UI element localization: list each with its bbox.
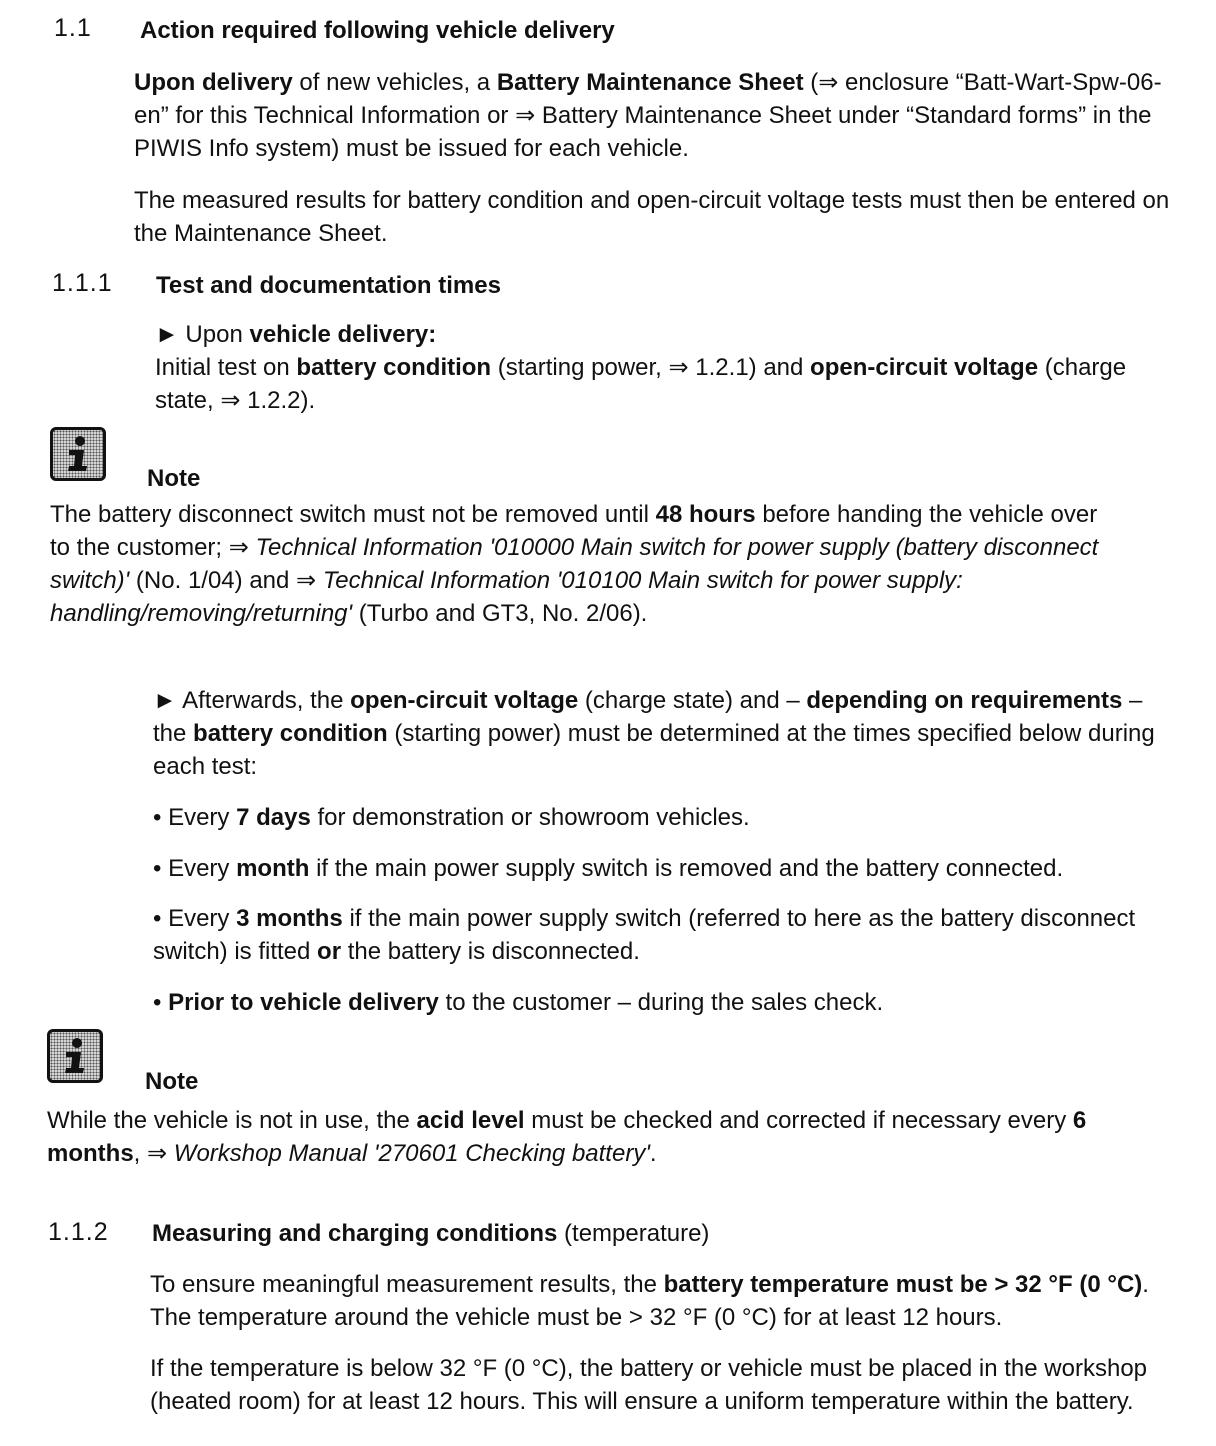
section-number: 1.1.2 xyxy=(48,1218,109,1246)
list-item: • Every month if the main power supply switch is removed and the battery connected. xyxy=(153,855,1064,882)
paragraph-measured-results: The measured results for battery condition and open-circuit voltage tests must then be entered on the Maintenance Sheet. xyxy=(134,187,1170,247)
note-label: Note xyxy=(145,1068,199,1095)
info-icon xyxy=(47,1029,103,1083)
paragraph-temperature: To ensure meaningful measurement results, the battery temperature must be > 32 °F (0 °C). The temperature around the vehicle must be > 32 °F (0 °C) for at least 12 hours. xyxy=(150,1271,1149,1331)
section-number: 1.1.1 xyxy=(52,269,113,297)
section-title: Action required following vehicle delivery xyxy=(140,17,615,44)
note-text: The battery disconnect switch must not be removed until 48 hours before handing the vehicle over to the customer; ⇒ Technical Information '010000 Main switch for power supply (battery disconnect switch)' (No. 1/04) and ⇒ Technical Information '010100 Main switch for power supply: handling/removing/returning' (Turbo and GT3, No. 2/06). xyxy=(50,501,1099,627)
list-item: • Prior to vehicle delivery to the customer – during the sales check. xyxy=(153,989,884,1016)
paragraph-delivery: Upon delivery of new vehicles, a Battery Maintenance Sheet (⇒ enclosure “Batt-Wart-Spw-06-en” for this Technical Information or ⇒ Battery Maintenance Sheet under “Standard forms” in the PIWIS Info system) must be issued for each vehicle. xyxy=(134,69,1162,162)
paragraph-heated-room: If the temperature is below 32 °F (0 °C), the battery or vehicle must be placed in the workshop (heated room) for at least 12 hours. This will ensure a uniform temperature within the battery. xyxy=(150,1355,1148,1415)
note-label: Note xyxy=(147,465,201,492)
info-icon xyxy=(50,427,106,481)
section-title: Test and documentation times xyxy=(156,272,501,299)
list-item: • Every 3 months if the main power supply switch (referred to here as the battery disconnect switch) is fitted or the battery is disconnected. xyxy=(153,905,1136,965)
paragraph-afterwards: ► Afterwards, the open-circuit voltage (charge state) and – depending on requirements – the battery condition (starting power) must be determined at the times specified below during each test: xyxy=(153,687,1155,780)
paragraph-vehicle-delivery: ► Upon vehicle delivery: Initial test on battery condition (starting power, ⇒ 1.2.1) and open-circuit voltage (charge state, ⇒ 1.2.2). xyxy=(155,321,1127,414)
section-title: Measuring and charging conditions (temperature) xyxy=(152,1220,710,1247)
note-text: While the vehicle is not in use, the acid level must be checked and corrected if necessary every 6 months, ⇒ Workshop Manual '270601 Checking battery'. xyxy=(47,1107,1087,1167)
list-item: • Every 7 days for demonstration or showroom vehicles. xyxy=(153,804,750,831)
section-number: 1.1 xyxy=(54,14,92,42)
